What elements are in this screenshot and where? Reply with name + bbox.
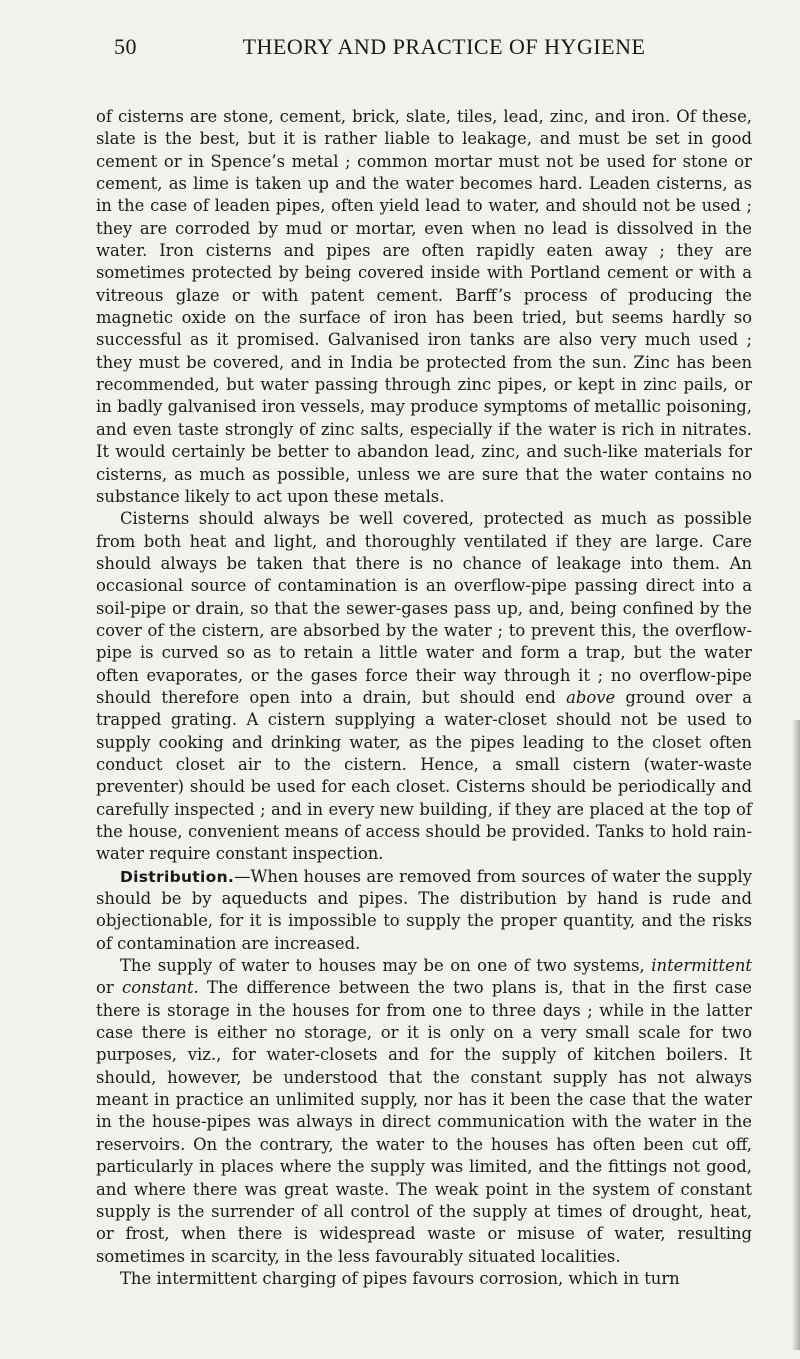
italic-term: above [566, 687, 616, 707]
paragraph-text: Cisterns should always be well covered, protected as much as possible from both heat and light, and thoroughly ventilated if they are large. Care should always be taken that there is no chance of leakage into them. An occasional source of contamination is an overflow-pipe passing direct into a soil-pipe or drain, so that the sewer-gases pass up, and, being confined by the cover of the cistern, are absorbed by the water ; to prevent this, the overflow-pipe is curved so as to retain a little water and form a trap, but the water often evaporates, or the gases force their way through it ; no overflow-pipe should therefore open into a drain, but should end [96, 509, 752, 707]
section-heading-distribution: Distribution. [120, 867, 235, 886]
body-text [96, 106, 752, 1290]
paragraph-corrosion [96, 1268, 752, 1290]
italic-term: intermittent [651, 956, 752, 976]
paragraph-cistern-care [96, 508, 752, 866]
book-page [96, 34, 752, 1290]
paragraph-text: The supply of water to houses may be on one of two systems, [120, 956, 652, 976]
paragraph-text: or [96, 978, 123, 998]
paragraph-materials [96, 106, 752, 508]
page-number: 50 [114, 34, 137, 59]
paragraph-text: ground over a trapped grating. A cistern supplying a water-closet should not be used to supply cooking and drinking water, as the pipes leading to the closet often conduct closet air to the cistern. Hence, a small cistern (water-waste preventer) should be used for each closet. Cisterns should be periodically and carefully inspected ; and in every new building, if they are placed at the top of the house, convenient means of access should be provided. Tanks to hold rain-water require constant inspection. [96, 687, 752, 864]
scan-edge-shadow [792, 720, 800, 1350]
paragraph-supply-systems [96, 955, 752, 1268]
paragraph-text: of cisterns are stone, cement, brick, slate, tiles, lead, zinc, and iron. Of these, slate is the best, but it is rather liable to leakage, and must be set in good cement or in Spence’s metal ; common mortar must not be used for stone or cement, as lime is taken up and the water becomes hard. Leaden cisterns, as in the case of leaden pipes, often yield lead to water, and should not be used ; they are corroded by mud or mortar, even when no lead is dissolved in the water. Iron cisterns and pipes are often rapidly eaten away ; they are sometimes protected by being covered inside with Portland cement or with a vitreous glaze or with patent cement. Barff’s process of producing the magnetic oxide on the surface of iron has been tried, but seems hardly so successful as it promised. Galvanised iron tanks are also very much used ; they must be covered, and in India be protected from the sun. Zinc has been recommended, but water passing through zinc pipes, or kept in zinc pails, or in badly galvanised iron vessels, may produce symptoms of metallic poisoning, and even taste strongly of zinc salts, especially if the water is rich in nitrates. It would certainly be better to abandon lead, zinc, and such-like materials for cisterns, as much as possible, unless we are sure that the water contains no substance likely to act upon these metals. [96, 107, 752, 506]
paragraph-distribution [96, 866, 752, 955]
italic-term: constant [122, 978, 194, 998]
running-title: THEORY AND PRACTICE OF HYGIENE [242, 34, 646, 59]
paragraph-text: . The difference between the two plans is, that in the first case there is storage in the houses for from one to three days ; while in the latter case there is either no storage, or it is only on a very small scale for two purposes, viz., for water-closets and for the supply of kitchen boilers. It should, however, be understood that the constant supply has not always meant in practice an unlimited supply, nor has it been the case that the water in the house-pipes was always in direct communication with the water in the reservoirs. On the contrary, the water to the houses has often been cut off, particularly in places where the supply was limited, and the fittings not good, and where there was great waste. The weak point in the system of constant supply is the surrender of all control of the supply at times of drought, heat, or frost, when there is widespread waste or misuse of water, resulting sometimes in scarcity, in the less favourably situated localities. [96, 978, 752, 1266]
paragraph-text: The intermittent charging of pipes favours corrosion, which in turn [120, 1268, 680, 1288]
running-head [96, 34, 752, 68]
paragraph-text: —When houses are removed from sources of water the supply should be by aqueducts and pipes. The distribution by hand is rude and objectionable, for it is impossible to supply the proper quantity, and the risks of contamination are increased. [96, 866, 752, 953]
